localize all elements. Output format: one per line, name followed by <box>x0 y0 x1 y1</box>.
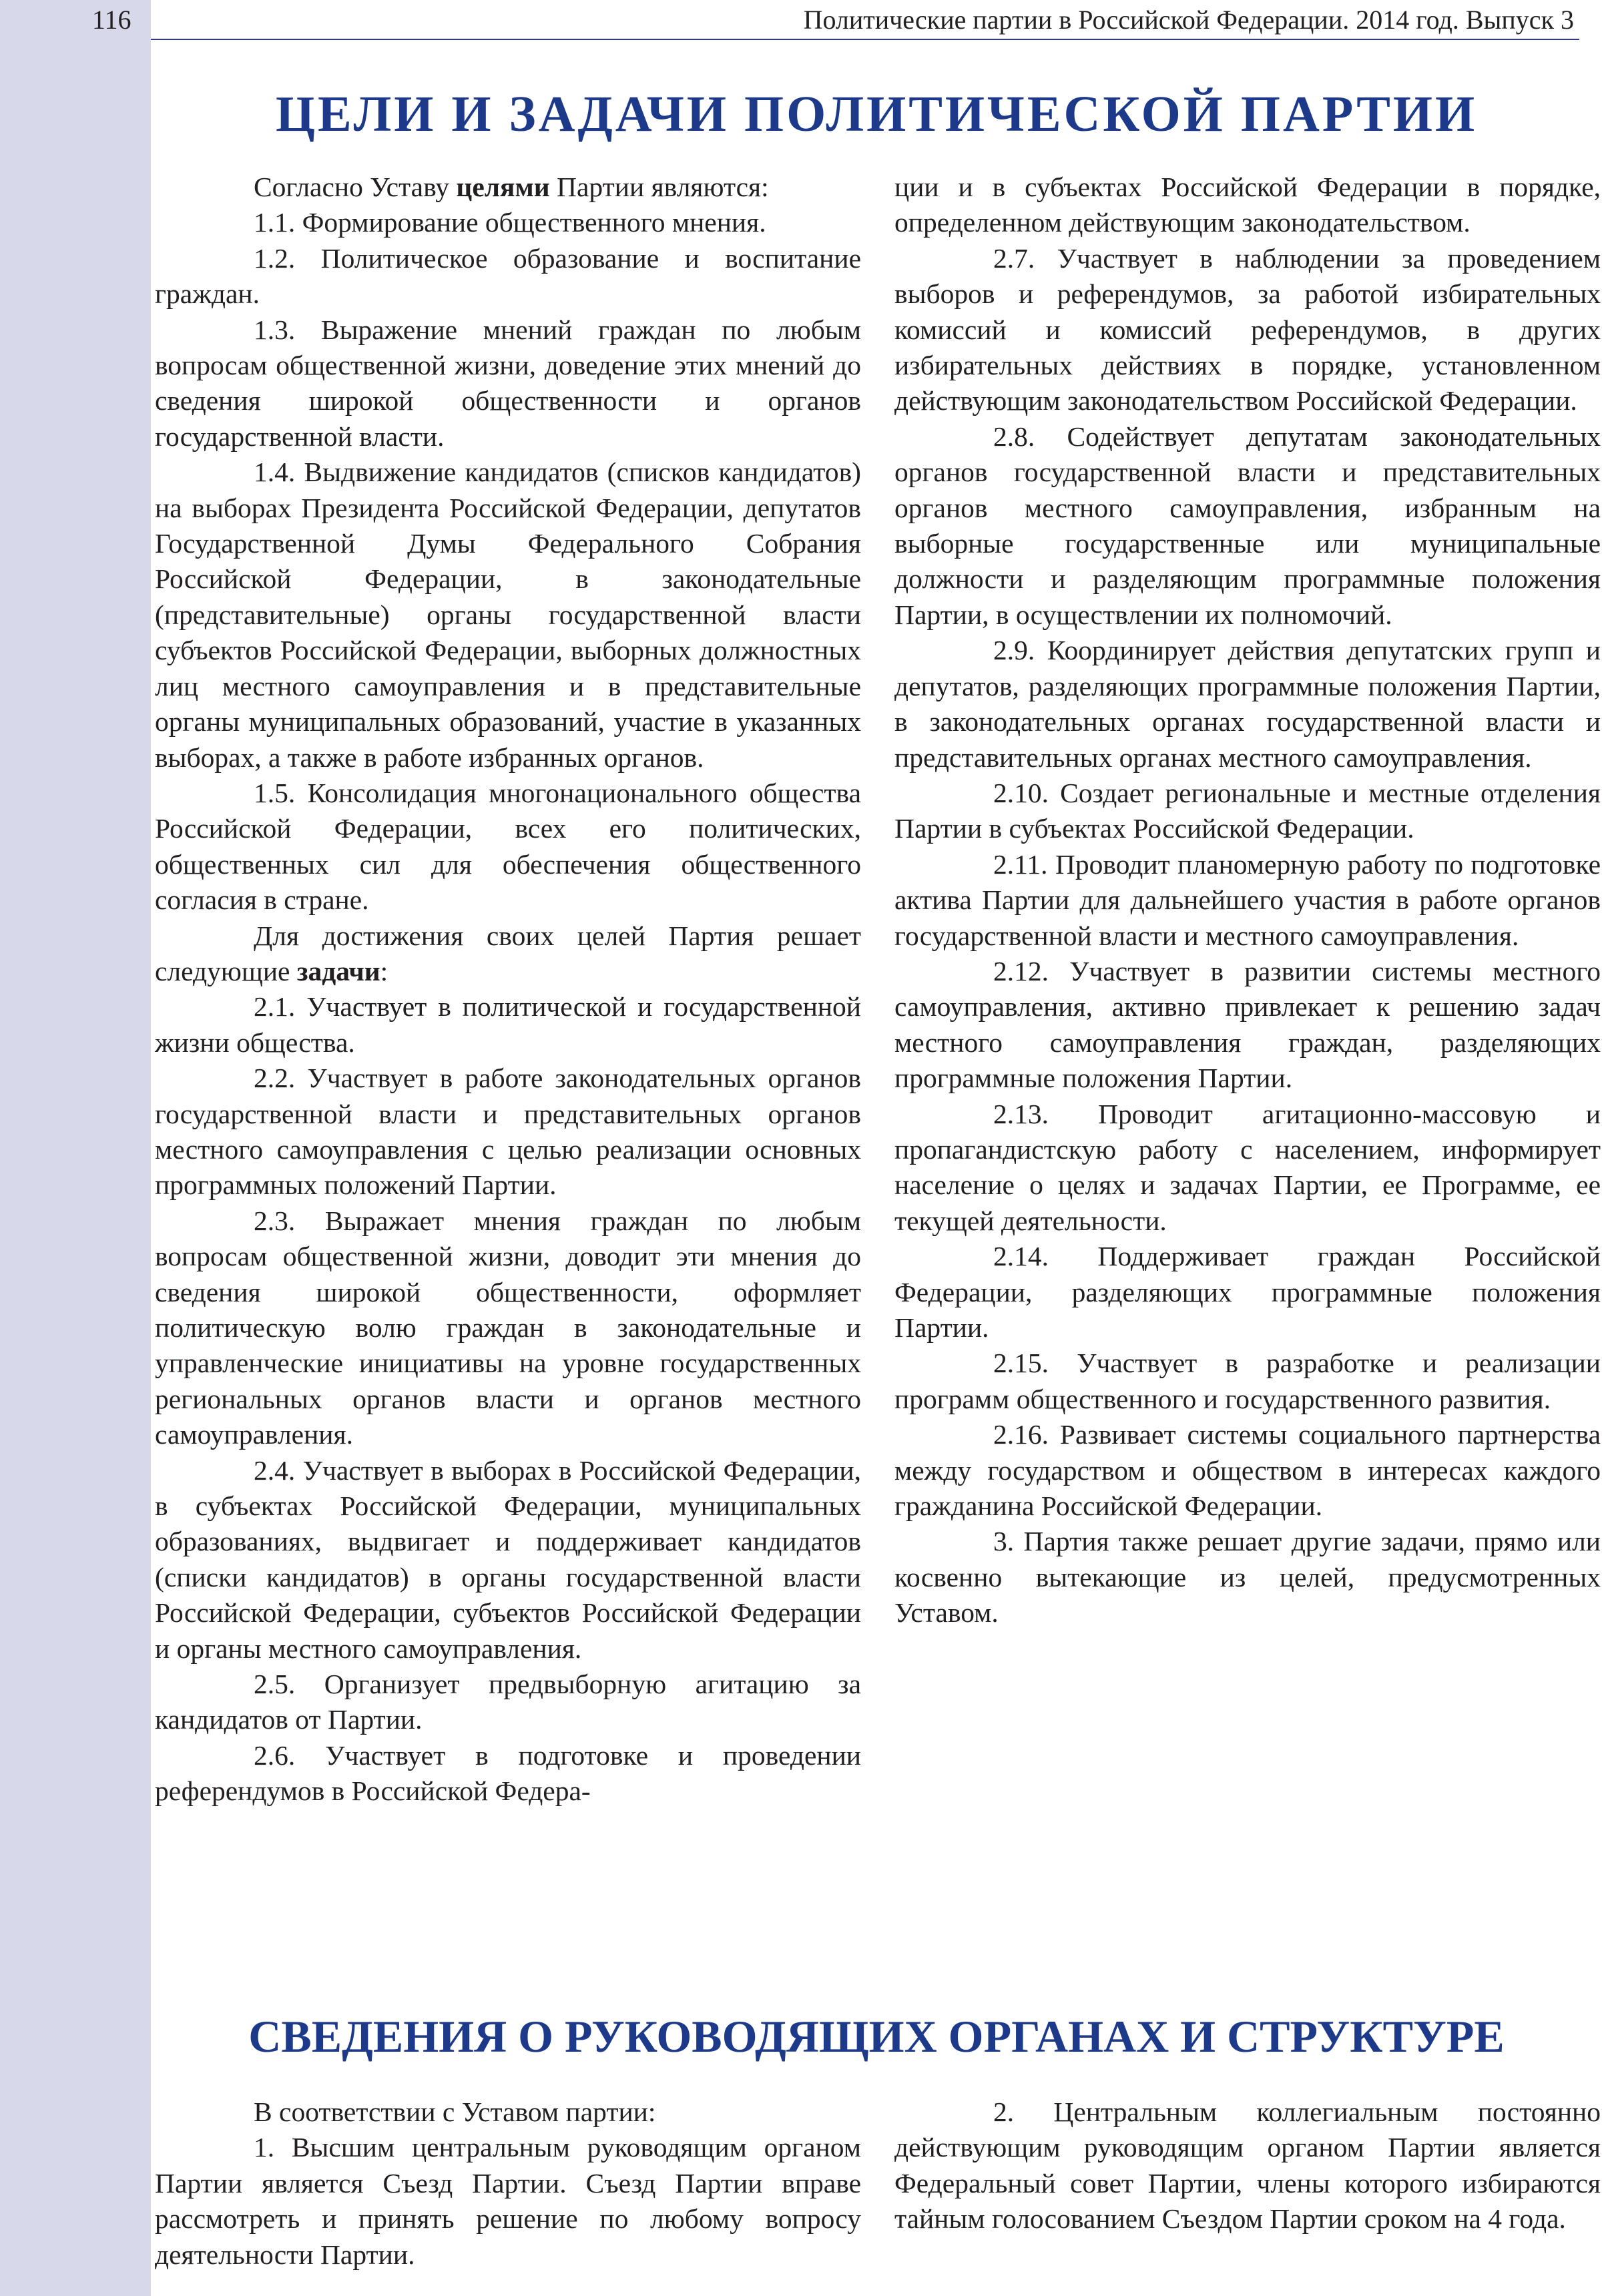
task-item: 2.14. Поддерживает граждан Российской Федерации, разделяющих программные положения Партии. <box>894 1241 1601 1343</box>
task-item: 2.9. Координирует действия депутатских групп и депутатов, разделяющих программные положения Партии, в законодательных органах государственной власти и представительных органах местного самоуправления. <box>894 635 1601 773</box>
task-item: 2.3. Выражает мнения граждан по любым вопросам общественной жизни, доводит эти мнения до сведения широкой общественности, оформляет политическую волю граждан в законодательные и управленческие инициативы на уровне государственных региональных органов власти и органов местного самоуправления. <box>155 1205 861 1450</box>
structure-paragraph: В соответствии с Уставом партии: <box>254 2096 656 2127</box>
task-item: 2.15. Участвует в разработке и реализации программ общественного и государственного развития. <box>894 1348 1601 1414</box>
structure-paragraph: 2. Центральным коллегиальным постоянно действующим руководящим органом Партии является Федеральный совет Партии, члены которого избираются тайным голосованием Съездом Партии сроком на 4 года. <box>894 2096 1601 2235</box>
section-title-goals: ЦЕЛИ И ЗАДАЧИ ПОЛИТИЧЕСКОЙ ПАРТИИ <box>275 86 1478 142</box>
goal-item: 1.2. Политическое образование и воспитание граждан. <box>155 242 861 310</box>
task-item: 2.4. Участвует в выборах в Российской Федерации, в субъектах Российской Федерации, муниципальных образованиях, выдвигает и поддерживает кандидатов (списки кандидатов) в органы государственной власти Российской Федерации, субъектов Российской Федерации и органы местного самоуправления. <box>155 1454 861 1664</box>
goals-intro <box>155 170 861 205</box>
running-title: Политические партии в Российской Федерации. 2014 год. Выпуск 3 <box>803 5 1574 35</box>
structure-paragraph: 1. Высшим центральным руководящим органом Партии является Съезд Партии. Съезд Партии вправе рассмотреть и принять решение по любому вопросу деятельности Партии. <box>155 2132 861 2270</box>
task-item: 2.2. Участвует в работе законодательных органов государственной власти и представительных органов местного самоуправления с целью реализации основных программных положений Партии. <box>155 1063 861 1201</box>
goals-column-left <box>155 170 861 1809</box>
structure-column-right <box>894 2094 1601 2237</box>
goals-intro-bold: целями <box>456 172 550 202</box>
page-number: 116 <box>92 5 131 35</box>
goal-item: 1.5. Консолидация многонационального общества Российской Федерации, всех его политических, общественных сил для обеспечения общественного согласия в стране. <box>155 777 861 916</box>
task-item: 2.16. Развивает системы социального партнерства между государством и обществом в интересах каждого гражданина Российской Федерации. <box>894 1419 1601 1522</box>
goals-column-right <box>894 170 1601 1631</box>
task-item: 3. Партия также решает другие задачи, прямо или косвенно вытекающие из целей, предусмотренных Уставом. <box>894 1526 1601 1629</box>
header-rule <box>151 39 1579 40</box>
task-item: 2.10. Создает региональные и местные отделения Партии в субъектах Российской Федерации. <box>894 777 1601 844</box>
task-continuation: ции и в субъектах Российской Федерации в порядке, определенном действующим законодательством. <box>894 172 1601 238</box>
task-item: 2.1. Участвует в политической и государственной жизни общества. <box>155 991 861 1058</box>
task-item: 2.13. Проводит агитационно-массовую и пропагандистскую работу с населением, информирует население о целях и задачах Партии, ее Программе, ее текущей деятельности. <box>894 1098 1601 1236</box>
section-title-structure: СВЕДЕНИЯ О РУКОВОДЯЩИХ ОРГАНАХ И СТРУКТУРЕ <box>248 2011 1505 2062</box>
task-item: 2.6. Участвует в подготовке и проведении референдумов в Российской Федера- <box>155 1739 861 1807</box>
goal-item: 1.4. Выдвижение кандидатов (списков кандидатов) на выборах Президента Российской Федерации, депутатов Государственной Думы Федерального Собрания Российской Федерации, в законодательные (представительные) органы государственной власти субъектов Российской Федерации, выборных должностных лиц местного самоуправления и в представительные органы муниципальных образований, участие в указанных выборах, а также в работе избранных органов. <box>155 457 861 773</box>
left-margin-band <box>0 0 151 2296</box>
goal-item: 1.1. Формирование общественного мнения. <box>254 207 766 238</box>
goals-intro-tail: Партии являются: <box>549 172 769 202</box>
task-item: 2.11. Проводит планомерную работу по подготовке актива Партии для дальнейшего участия в работе органов государственной власти и местного самоуправления. <box>894 848 1601 951</box>
goal-item: 1.3. Выражение мнений граждан по любым вопросам общественной жизни, доведение этих мнений до сведения широкой общественности и органов государственной власти. <box>155 314 861 452</box>
tasks-intro <box>155 918 861 990</box>
goals-intro-text: Согласно Уставу <box>254 172 457 202</box>
task-item: 2.5. Организует предвыборную агитацию за кандидатов от Партии. <box>155 1669 861 1735</box>
task-item: 2.8. Содействует депутатам законодательных органов государственной власти и представительных органов местного самоуправления, избранным на выборные государственные или муниципальные должности и разделяющим программные положения Партии, в осуществлении их полномочий. <box>894 420 1601 630</box>
structure-column-left <box>155 2094 861 2273</box>
task-item: 2.12. Участвует в развитии системы местного самоуправления, активно привлекает к решению задач местного самоуправления граждан, разделяющих программные положения Партии. <box>894 955 1601 1094</box>
tasks-intro-bold: задачи <box>296 955 380 986</box>
tasks-intro-text: Для достижения своих целей Партия решает следующие <box>155 920 861 986</box>
task-item: 2.7. Участвует в наблюдении за проведением выборов и референдумов, за работой избирательных комиссий и комиссий референдумов, в других избирательных действиях в порядке, установленном действующим законодательством Российской Федерации. <box>894 242 1601 416</box>
tasks-intro-tail: : <box>380 955 388 986</box>
